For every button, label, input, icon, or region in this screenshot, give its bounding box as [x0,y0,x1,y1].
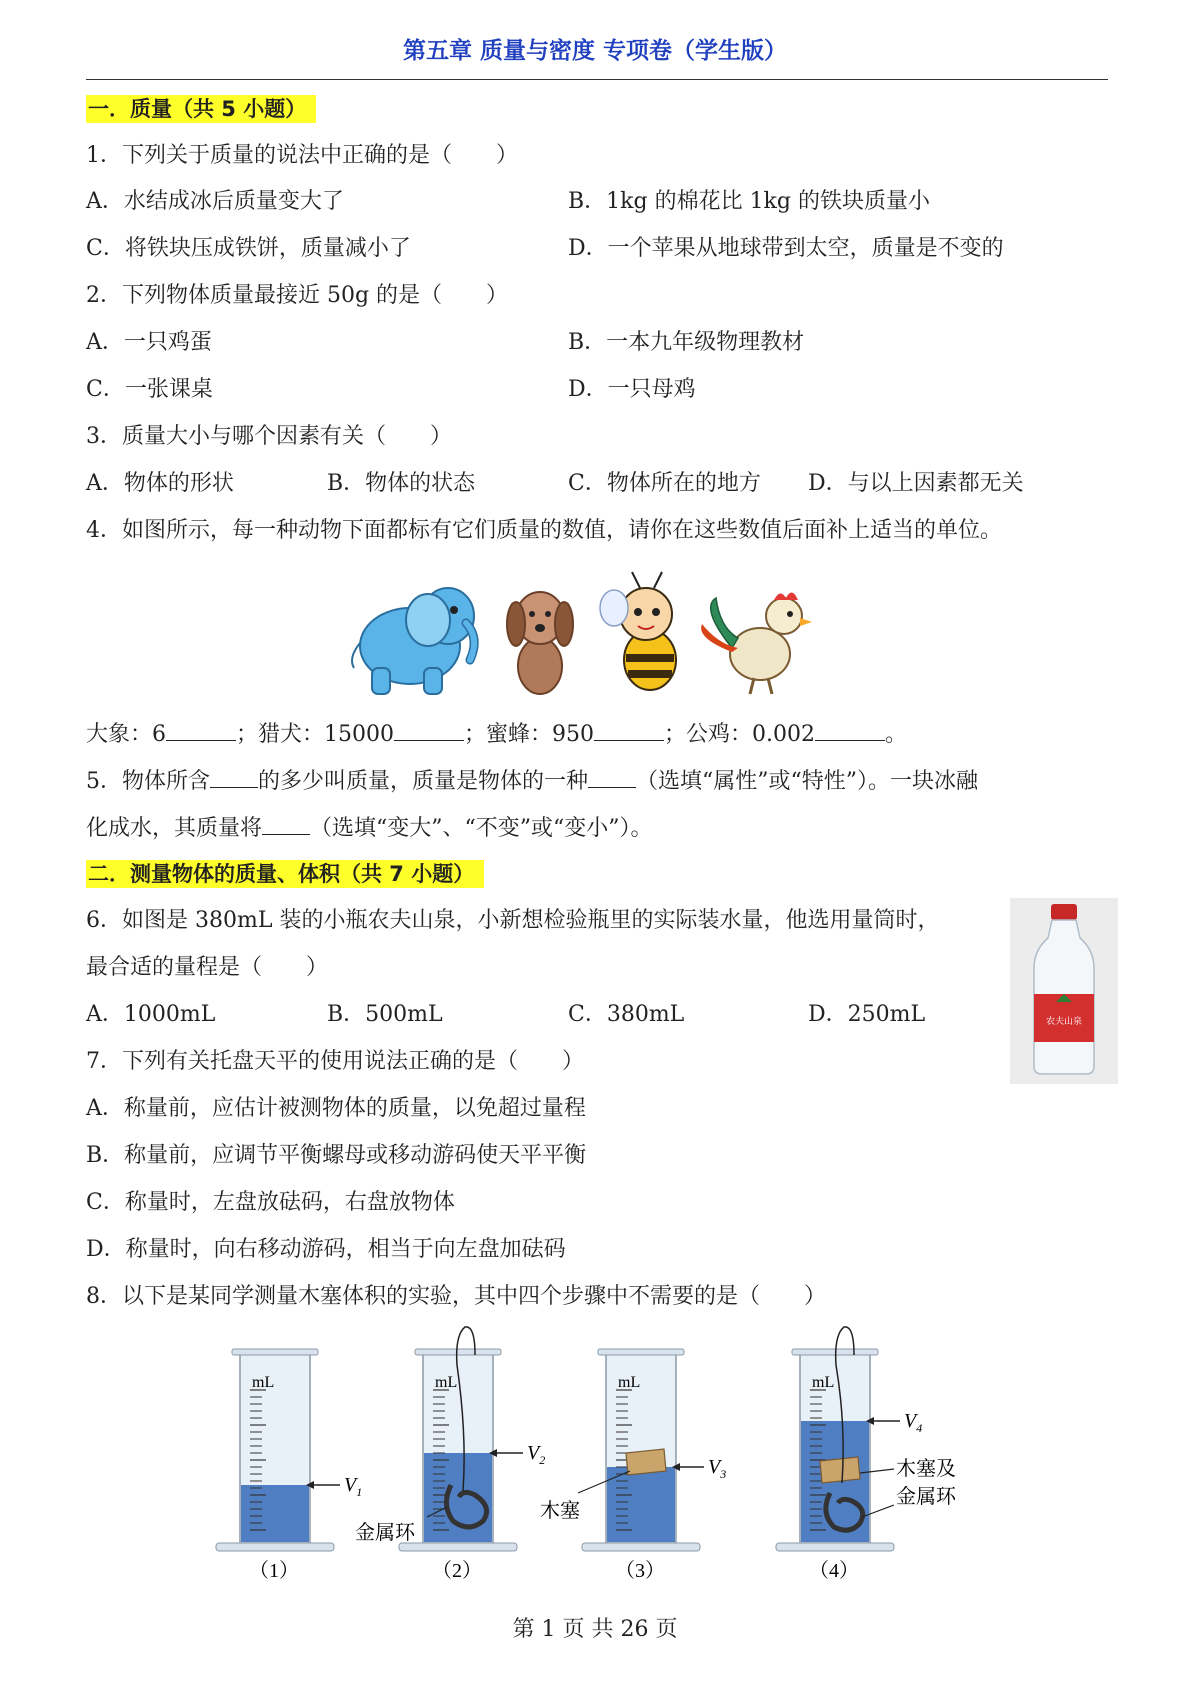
q2-stem: 2．下列物体质量最接近 50g 的是（ ） [86,283,509,308]
caption-3: （3） [615,1560,665,1582]
section-label: 一．质量（共 5 小题） [86,95,316,123]
rooster-illustration [701,592,812,694]
q4-end: 。 [884,722,907,747]
q5-blank-2[interactable] [588,765,636,788]
cylinder-1 [216,1349,362,1582]
q3-option-b: B．物体的状态 [327,471,476,496]
q7-option-a: A．称量前，应估计被测物体的质量，以免超过量程 [86,1096,586,1121]
q5-part-3: （选填“属性”或“特性”）。一块冰融 [636,769,979,794]
q7-option-c: C．称量时，左盘放砝码，右盘放物体 [86,1190,455,1215]
q5-part-2: 的多少叫质量，质量是物体的一种 [258,769,589,794]
q8-stem: 8．以下是某同学测量木塞体积的实验，其中四个步骤中不需要的是（ ） [86,1284,826,1309]
q7-option-b: B．称量前，应调节平衡螺母或移动游码使天平平衡 [86,1143,587,1168]
q2-option-d: D．一只母鸡 [568,377,696,402]
q3-option-a: A．物体的形状 [86,471,234,496]
section-heading-2 [86,859,484,890]
q4-answer-line [86,718,907,750]
q1-option-a: A．水结成冰后质量变大了 [86,189,344,214]
q5-part-1: 5．物体所含 [86,769,210,794]
q4-elephant-blank[interactable] [166,718,236,741]
water-bottle-figure [1010,898,1118,1084]
v2-label: $V_2$ [527,1442,546,1467]
q2-option-a: A．一只鸡蛋 [86,330,212,355]
q4-dog: ；猎犬：15000 [236,722,394,747]
q5-part-4: 化成水，其质量将 [86,816,263,841]
caption-1: （1） [249,1560,299,1582]
q7-option-d: D．称量时，向右移动游码，相当于向左盘加砝码 [86,1237,566,1262]
q4-elephant: 大象：6 [86,722,166,747]
q1-option-d: D．一个苹果从地球带到太空，质量是不变的 [568,236,1004,261]
q5-blank-3[interactable] [262,812,310,835]
cork-label: 木塞 [540,1500,580,1522]
q5-line-1 [86,765,978,797]
caption-4: （4） [809,1560,859,1582]
page-footer: 第 1 页 共 26 页 [512,1617,678,1642]
unit-label: mL [618,1374,641,1391]
animals-figure [340,568,860,698]
q4-rooster: ；公鸡：0.002 [664,722,815,747]
ring-label: 金属环 [355,1522,415,1544]
v4-label: $V_4$ [904,1410,923,1435]
bottle-label: 农夫山泉 [1045,1016,1083,1026]
unit-label: mL [812,1374,835,1391]
bee-illustration [600,572,676,690]
q4-bee: ；蜜蜂：950 [464,722,594,747]
q3-option-d: D．与以上因素都无关 [808,471,1024,496]
cylinder-4 [776,1327,957,1582]
q4-bee-blank[interactable] [594,718,664,741]
elephant-illustration [352,588,474,694]
q4-rooster-blank[interactable] [815,718,885,741]
q3-stem: 3．质量大小与哪个因素有关（ ） [86,424,452,449]
q1-stem: 1．下列关于质量的说法中正确的是（ ） [86,143,518,168]
q2-option-b: B．一本九年级物理教材 [568,330,805,355]
q6-option-c: C．380mL [568,1002,685,1027]
q6-option-d: D．250mL [808,1002,926,1027]
cork-ring-label-2: 金属环 [896,1486,956,1508]
q7-stem: 7．下列有关托盘天平的使用说法正确的是（ ） [86,1049,584,1074]
caption-2: （2） [432,1560,482,1582]
q2-option-c: C．一张课桌 [86,377,213,402]
section-label: 二．测量物体的质量、体积（共 7 小题） [86,860,484,888]
q5-line-2 [86,812,653,844]
cork-ring-label-1: 木塞及 [896,1458,956,1480]
q4-dog-blank[interactable] [394,718,464,741]
cylinder-3 [540,1349,726,1582]
cylinders-figure [200,1325,980,1585]
unit-label: mL [435,1374,458,1391]
q4-stem: 4．如图所示，每一种动物下面都标有它们质量的数值，请你在这些数值后面补上适当的单位。 [86,518,1003,543]
q1-option-b: B．1kg 的棉花比 1kg 的铁块质量小 [568,189,930,214]
q6-stem-line-2: 最合适的量程是（ ） [86,955,329,980]
q5-part-5: （选填“变大”、“不变”或“变小”）。 [310,816,653,841]
cylinder-2 [355,1327,545,1582]
q5-blank-1[interactable] [210,765,258,788]
q6-option-b: B．500mL [327,1002,443,1027]
dog-illustration [507,592,573,694]
q6-option-a: A．1000mL [86,1002,216,1027]
q6-stem-line-1: 6．如图是 380mL 装的小瓶农夫山泉，小新想检验瓶里的实际装水量，他选用量筒时， [86,908,940,933]
header-divider [86,79,1108,80]
section-heading-1 [86,94,316,125]
v1-label: $V_1$ [344,1474,363,1499]
q3-option-c: C．物体所在的地方 [568,471,761,496]
q1-option-c: C．将铁块压成铁饼，质量减小了 [86,236,411,261]
v3-label: $V_3$ [708,1456,727,1481]
unit-label: mL [252,1374,275,1391]
page-title: 第五章 质量与密度 专项卷（学生版） [402,38,787,64]
